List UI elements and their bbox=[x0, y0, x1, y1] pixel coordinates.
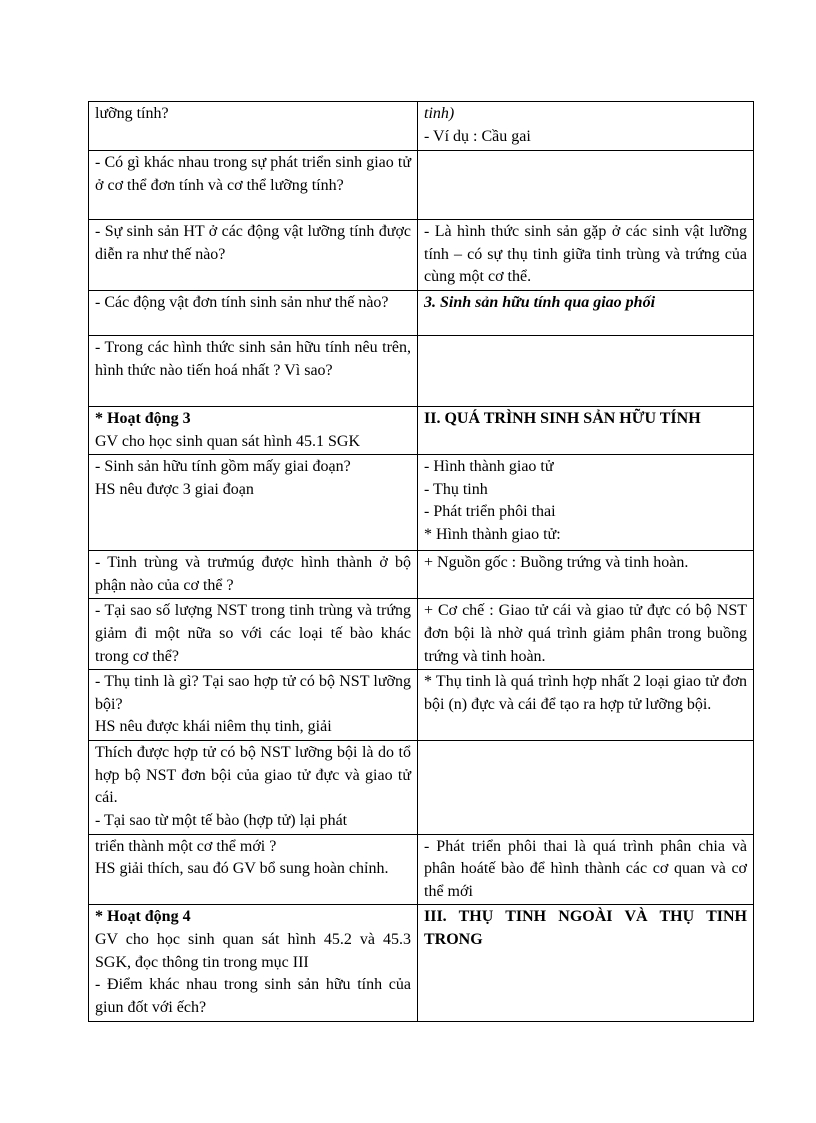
cell-text-line: lưỡng tính? bbox=[95, 105, 169, 122]
table-row bbox=[89, 905, 754, 1022]
table-row bbox=[89, 551, 754, 599]
activity-cell bbox=[89, 905, 418, 1022]
cell-text-line: HS giải thích, sau đó GV bổ sung hoàn chỉnh. bbox=[95, 860, 389, 878]
table-row bbox=[89, 599, 754, 670]
activity-cell bbox=[89, 455, 418, 551]
cell-text-line: + Cơ chế : Giao tử cái và giao tử đực có bộ NST đơn bội là nhờ quá trình giảm phân trong buồng trứng và tinh hoàn. bbox=[424, 602, 747, 665]
activity-cell bbox=[89, 291, 418, 336]
content-cell bbox=[418, 407, 754, 455]
content-cell bbox=[418, 599, 754, 670]
content-cell bbox=[418, 741, 754, 834]
content-cell bbox=[418, 670, 754, 741]
table-row bbox=[89, 407, 754, 455]
cell-text-line: 3. Sinh sản hữu tính qua giao phối bbox=[424, 294, 656, 311]
table-row bbox=[89, 220, 754, 291]
cell-text-line: III. THỤ TINH NGOÀI VÀ THỤ TINH TRONG bbox=[424, 908, 747, 948]
cell-text-line: tinh) bbox=[424, 105, 455, 122]
cell-text-line: HS nêu được khái niêm thụ tinh, giải bbox=[95, 718, 332, 736]
cell-text-line: * Hình thành giao tử: bbox=[424, 525, 561, 543]
cell-text-line: - Phát triển phôi thai là quá trình phân chia và phân hoátế bào để hình thành các cơ quan và cơ thể mới bbox=[424, 837, 747, 900]
activity-cell bbox=[89, 670, 418, 741]
table-row bbox=[89, 291, 754, 336]
content-cell bbox=[418, 291, 754, 336]
content-cell bbox=[418, 834, 754, 905]
cell-text-line: - Các động vật đơn tính sinh sản như thế nào? bbox=[95, 294, 389, 311]
activity-cell bbox=[89, 407, 418, 455]
cell-text-line: - Sự sinh sản HT ở các động vật lưỡng tính được diễn ra như thế nào? bbox=[95, 223, 411, 263]
activity-cell bbox=[89, 220, 418, 291]
cell-text-line: - Phát triển phôi thai bbox=[424, 503, 556, 521]
table-row bbox=[89, 336, 754, 407]
cell-text-line: II. QUÁ TRÌNH SINH SẢN HỮU TÍNH bbox=[424, 410, 701, 427]
cell-text-line: - Hình thành giao tử bbox=[424, 458, 554, 476]
cell-text-line: Thích được hợp tử có bộ NST lưỡng bội là do tổ hợp bộ NST đơn bội của giao tử đực và giao tử cái. bbox=[95, 744, 411, 807]
table-row bbox=[89, 102, 754, 151]
cell-text-line: HS nêu được 3 giai đoạn bbox=[95, 480, 254, 498]
activity-cell bbox=[89, 151, 418, 220]
content-cell bbox=[418, 455, 754, 551]
content-cell bbox=[418, 151, 754, 220]
activity-cell bbox=[89, 336, 418, 407]
cell-text-line: - Là hình thức sinh sản gặp ở các sinh vật lưỡng tính – có sự thụ tinh giữa tinh trùng và trứng của cùng một cơ thể. bbox=[424, 223, 747, 286]
content-cell bbox=[418, 102, 754, 151]
cell-text-line: - Ví dụ : Cầu gai bbox=[424, 127, 531, 145]
cell-text-line: - Thụ tinh bbox=[424, 480, 488, 498]
table-row bbox=[89, 741, 754, 834]
cell-text-line: * Hoạt động 3 bbox=[95, 410, 191, 427]
table-row bbox=[89, 670, 754, 741]
content-cell bbox=[418, 336, 754, 407]
content-cell bbox=[418, 905, 754, 1022]
cell-text-line: - Sinh sản hữu tính gồm mấy giai đoạn? bbox=[95, 458, 351, 476]
cell-text-line: - Có gì khác nhau trong sự phát triển sinh giao tử ở cơ thể đơn tính và cơ thể lưỡng tính? bbox=[95, 154, 411, 194]
cell-text-line: GV cho học sinh quan sát hình 45.2 và 45.3 SGK, đọc thông tin trong mục III bbox=[95, 930, 411, 971]
cell-text-line: - Tại sao số lượng NST trong tinh trùng và trứng giảm đi một nữa so với các loại tế bào khác trong cơ thể? bbox=[95, 602, 411, 665]
activity-cell bbox=[89, 834, 418, 905]
cell-text-line: GV cho học sinh quan sát hình 45.1 SGK bbox=[95, 432, 361, 450]
cell-text-line: - Thụ tinh là gì? Tại sao hợp tử có bộ NST lưỡng bội? bbox=[95, 673, 411, 713]
table-row bbox=[89, 455, 754, 551]
cell-text-line: - Trong các hình thức sinh sản hữu tính nêu trên, hình thức nào tiến hoá nhất ? Vì sao? bbox=[95, 339, 411, 379]
cell-text-line: - Tinh trùng và trưmúg được hình thành ở bộ phận nào của cơ thể ? bbox=[95, 554, 411, 594]
activity-cell bbox=[89, 599, 418, 670]
lesson-table bbox=[88, 101, 754, 1022]
table-row bbox=[89, 834, 754, 905]
cell-text-line: - Tại sao từ một tế bào (hợp tử) lại phát bbox=[95, 811, 348, 829]
activity-cell bbox=[89, 102, 418, 151]
activity-cell bbox=[89, 741, 418, 834]
cell-text-line: * Hoạt động 4 bbox=[95, 908, 191, 926]
lesson-table-body bbox=[89, 102, 754, 1022]
cell-text-line: - Điểm khác nhau trong sinh sản hữu tính của giun đốt với ếch? bbox=[95, 976, 411, 1016]
content-cell bbox=[418, 551, 754, 599]
activity-cell bbox=[89, 551, 418, 599]
content-cell bbox=[418, 220, 754, 291]
cell-text-line: * Thụ tinh là quá trình hợp nhất 2 loại giao tử đơn bội (n) đực và cái để tạo ra hợp tử lưỡng bội. bbox=[424, 673, 747, 713]
cell-text-line: + Nguồn gốc : Buồng trứng và tinh hoàn. bbox=[424, 554, 689, 572]
cell-text-line: triển thành một cơ thể mới ? bbox=[95, 837, 277, 855]
table-row bbox=[89, 151, 754, 220]
